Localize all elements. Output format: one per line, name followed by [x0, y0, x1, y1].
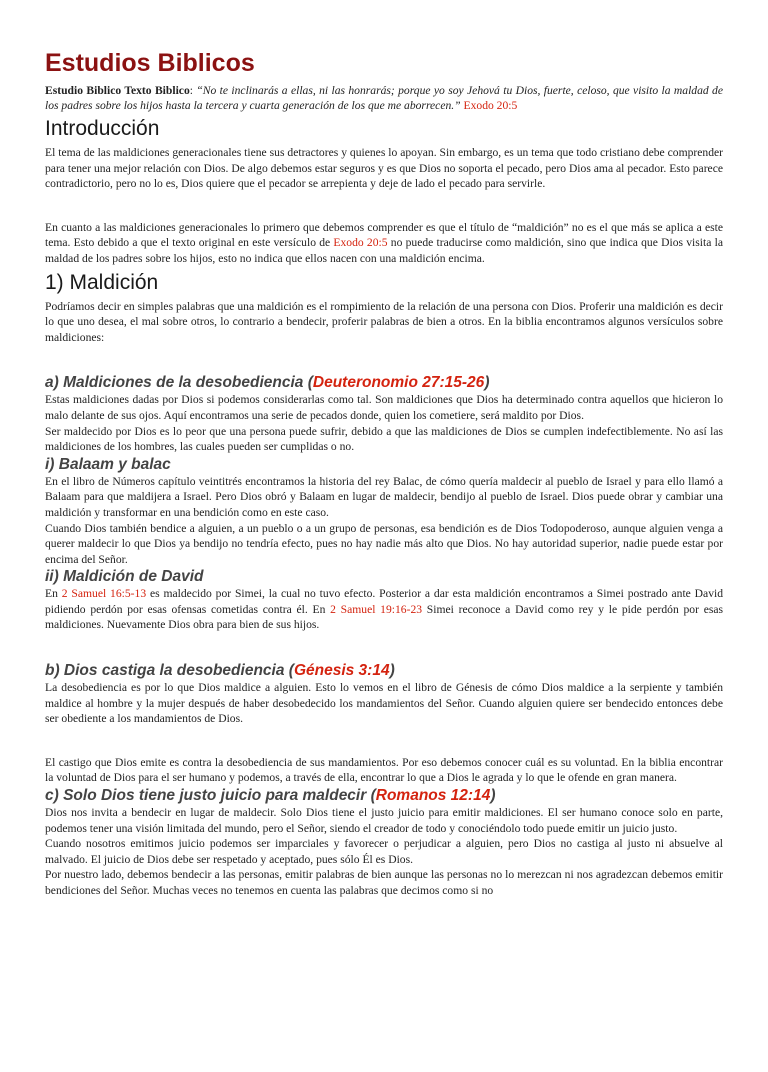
intro-paragraph-2-text-b: no puede traducirse como maldición, sino que indica que Dios visita la maldad de los padres sobre los hijos, esto no indica que ellos nacen con una maldición encima.	[45, 236, 723, 265]
sec-b-paragraph-2: El castigo que Dios emite es contra la desobediencia de sus mandamientos. Por eso debemos conocer cuál es su voluntad. En la biblia encontrar la voluntad de Dios para el ser humano y podemos, a través de ella, encontrar lo que a Dios le agrada y lo que le ofende en gran manera.	[45, 755, 723, 785]
sec-c-paragraph-2: Cuando nosotros emitimos juicio podemos ser imparciales y favorecer o perjudicar a alguien, pero Dios no castiga al justo ni absuelve al malvado. El juicio de Dios debe ser respetado y aceptado, pues sólo Él es Dios.	[45, 837, 723, 866]
intro-label: Estudio Biblico Texto Biblico	[45, 84, 190, 97]
intro-quote: “No te inclinarás a ellas, ni las honrarás; porque yo soy Jehová tu Dios, fuerte, celoso, que visito la maldad de los padres sobre los hijos hasta la tercera y cuarta generación de los que me aborrecen.”	[45, 84, 723, 112]
heading-sec-c-close: )	[490, 787, 496, 805]
sec-c-paragraph-1: Dios nos invita a bendecir en lugar de maldecir. Solo Dios tiene el justo juicio para emitir maldiciones. El ser humano conoce solo en parte, podemos tener una visión limitada del mundo, pero el Señor, siendo el creador de todo y conociéndolo todo puede emitir un juicio justo.	[45, 806, 723, 835]
intro-paragraph-2-text-a: En cuanto a las maldiciones generacionales lo primero que debemos comprender es que el título de “maldición” no es el que más se aplica a este tema. Esto debido a que el texto original en este versículo de	[45, 220, 723, 250]
heading-sec-ii: ii) Maldición de David	[45, 568, 204, 586]
heading-sec-b-close: )	[389, 662, 395, 680]
sec-ii-text-2: es maldecido por Simei, la cual no tuvo efecto. Posterior a dar esta maldición encontramos a Simei postrado ante David pidiendo perdón por esas ofensas cometidas contra él. En	[45, 587, 724, 616]
sec-ii-text-3: Simei reconoce a David como rey y le pide perdón por esas maldiciones. Nuevamente Dios obra para bien de sus hijos.	[45, 602, 724, 632]
sec-i-paragraph-2: Cuando Dios también bendice a alguien, a un pueblo o a un grupo de personas, esa bendición es de Dios Todopoderoso, aunque alguien venga a querer maldecir lo que Dios ya bendijo no tendría efecto, pues no hay nadie más alto que Dios. No hay autoridad superior, nadie puede estar por encima del Señor.	[45, 521, 723, 566]
sec-ii-text-1: En	[45, 587, 62, 601]
sec-a-paragraph-1: Estas maldiciones dadas por Dios si podemos considerarlas como tal. Son maldiciones que Dios ha determinado contra aquellos que hicieron lo malo delante de sus ojos. Aquí encontramos una serie de pecados donde, quien los cometiere, será maldito por Dios.	[45, 393, 723, 422]
sec-c-paragraph-3: Por nuestro lado, debemos bendecir a las personas, emitir palabras de bien aunque las personas no lo merezcan ni nos agradezcan debemos emitir bendiciones del Señor. Muchas veces no tenemos en cuenta las palabras que decimos como si no	[45, 868, 723, 897]
intro-verse	[45, 83, 723, 113]
heading-sec-b	[45, 661, 723, 680]
intro-colon: :	[189, 84, 197, 97]
sec-i-paragraph-1: En el libro de Números capítulo veintitrés encontramos la historia del rey Balac, de cómo quería maldecir al pueblo de Israel y para ello llamó a Balaam para que maldijera a Israel. Pero Dios obró y Balaam en lugar de maldecir, bendijo al pueblo de Israel. Dios puede obrar y cambiar una maldición y transformar en una bendición como en este caso.	[45, 474, 723, 519]
intro-paragraph-1: El tema de las maldiciones generacionales tiene sus detractores y quienes lo apoyan. Sin embargo, es un tema que todo cristiano debe comprender para tener una mejor relación con Dios. De algo debemos estar seguros y es que Dios no soporta el pecado, pero Dios ama al pecador. Esto parece contradictorio, pero no lo es, Dios quiere que el pecador se arrepienta y deje de lado el pecado para servirle.	[45, 146, 723, 191]
heading-sec-a-close: )	[484, 374, 490, 392]
exodo-link[interactable]: Exodo 20:5	[333, 236, 388, 250]
heading-sec-a-text: a) Maldiciones de la desobediencia (	[45, 374, 313, 392]
sec-ii-paragraph	[45, 586, 723, 633]
maldicion-paragraph: Podríamos decir en simples palabras que una maldición es el rompimiento de la relación de una persona con Dios. Proferir una maldición es decir lo que uno desea, el mal sobre otros, lo contrario a bendecir, proferir palabras de bien a otros. En la biblia encontramos algunos versículos sobre maldiciones:	[45, 299, 723, 344]
samuel-16-link[interactable]: 2 Samuel 16:5-13	[61, 587, 147, 601]
heading-sec-b-text: b) Dios castiga la desobediencia (	[45, 662, 294, 680]
heading-introduccion: Introducción	[45, 117, 160, 140]
samuel-19-link[interactable]: 2 Samuel 19:16-23	[330, 602, 423, 616]
intro-paragraph-2	[45, 220, 723, 267]
deuteronomio-link[interactable]: Deuteronomio 27:15-26	[312, 374, 485, 392]
heading-sec-c	[45, 786, 723, 805]
heading-sec-i: i) Balaam y balac	[45, 455, 171, 473]
heading-sec-a	[45, 373, 723, 392]
sec-a-paragraph-2: Ser maldecido por Dios es lo peor que una persona puede sufrir, debido a que las maldiciones de Dios se cumplen indefectiblemente. No así las maldiciones de los hombres, las cuales pueden ser cumplidas o no.	[45, 424, 723, 454]
romanos-link[interactable]: Romanos 12:14	[375, 787, 491, 805]
page-title: Estudios Biblicos	[45, 49, 255, 77]
document-page	[0, 48, 768, 1072]
intro-verse-link[interactable]: Exodo 20:5	[463, 99, 518, 112]
sec-b-paragraph-1: La desobediencia es por lo que Dios maldice a alguien. Esto lo vemos en el libro de Génesis de cómo Dios maldice a la serpiente y también maldice al hombre y la mujer después de haber desobedecido los mandamientos del Señor. Cuando alguien quiere ser bendecido entonces debe ser obediente a los mandamientos de Dios.	[45, 681, 723, 726]
heading-sec-c-text: c) Solo Dios tiene justo juicio para maldecir (	[45, 787, 376, 805]
genesis-link[interactable]: Génesis 3:14	[293, 662, 390, 680]
heading-maldicion: 1) Maldición	[45, 270, 159, 294]
